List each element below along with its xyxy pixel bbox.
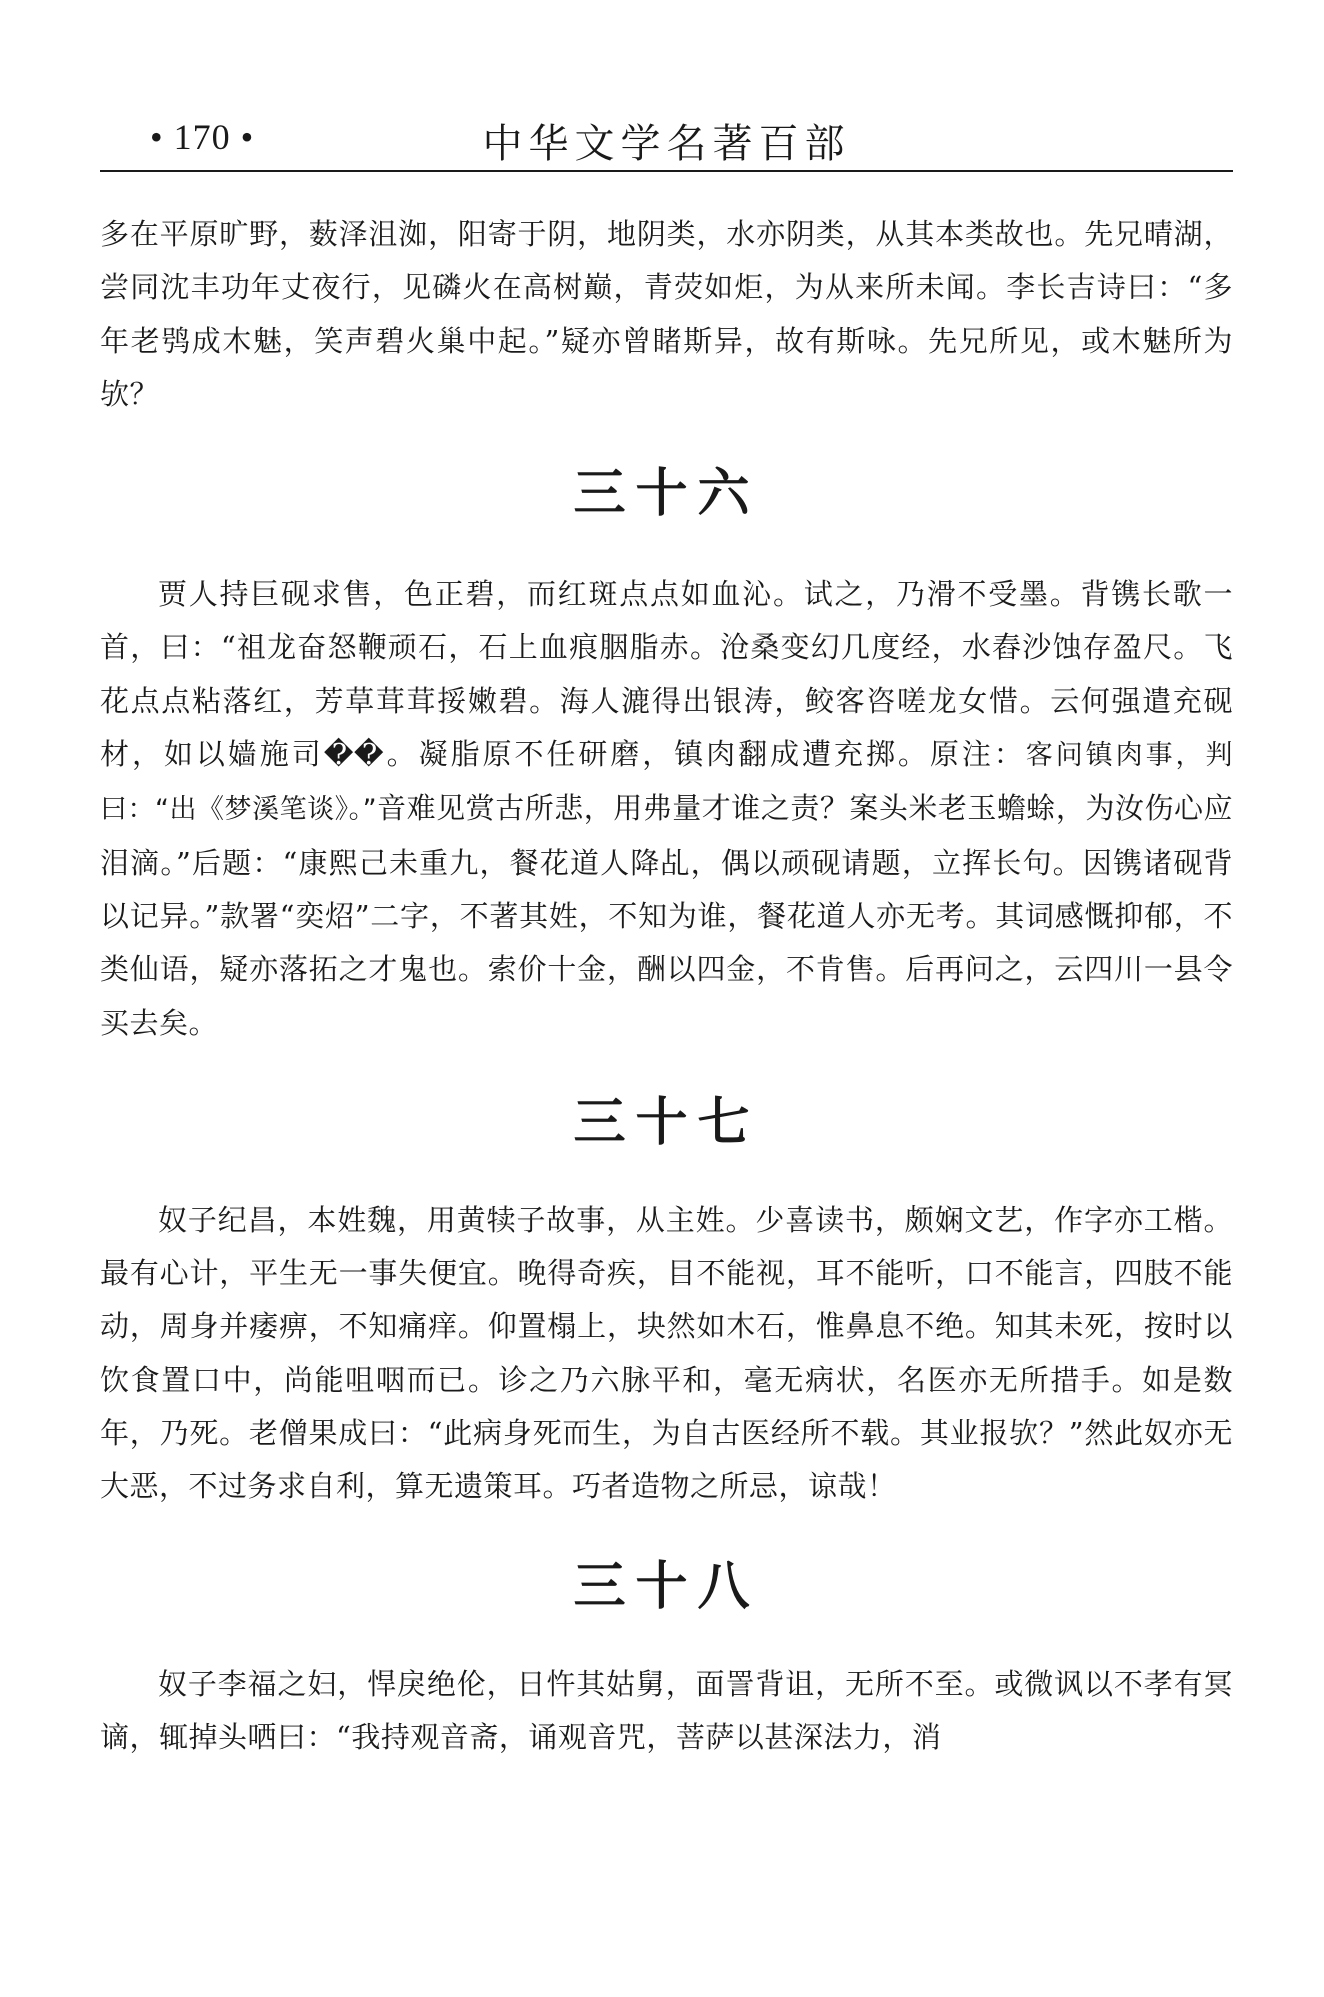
continuation-paragraph: 多在平原旷野，薮泽沮洳，阳寄于阴，地阴类，水亦阴类，从其本类故也。先兄晴湖，尝同沈丰功年丈夜行，见磷火在高树巅，青荧如炬，为从来所未闻。李长吉诗曰：“多年老鸮成木魅，笑声碧火巢中起。”疑亦曾睹斯异，故有斯咏。先兄所见，或木魅所为欤？: [100, 217, 1233, 411]
section-36-text-a: 贾人持巨砚求售，色正碧，而红斑点点如血沁。试之，乃滑不受墨。背镌长歌一首，曰：“祖龙奋怒鞭顽石，石上血痕胭脂赤。沧桑变幻几度经，水舂沙蚀存盈尺。飞花点点粘落红，芳草茸茸挼嫩碧。海人漉得出银涛，鲛客咨嗟龙女惜。云何强遣充砚材，如以嫱施司��。凝脂原不任研磨，镇肉翻成遭充掷。原注：: [100, 577, 1233, 772]
book-title: 中华文学名著百部: [482, 121, 851, 167]
section-36-paragraph: [100, 568, 1233, 1050]
running-header: [100, 108, 1233, 168]
section-heading-38: 三十八: [573, 1555, 760, 1617]
body-text: [100, 208, 1233, 1764]
section-37-paragraph: 奴子纪昌，本姓魏，用黄犊子故事，从主姓。少喜读书，颇娴文艺，作字亦工楷。最有心计，平生无一事失便宜。晚得奇疾，目不能视，耳不能听，口不能言，四肢不能动，周身并痿痹，不知痛痒。仰置榻上，块然如木石，惟鼻息不绝。知其未死，按时以饮食置口中，尚能咀咽而已。诊之乃六脉平和，毫无病状，名医亦无所措手。如是数年，乃死。老僧果成曰：“此病身死而生，为自古医经所不载。其业报欤？”然此奴亦无大恶，不过务求自利，算无遗策耳。巧者造物之所忌，谅哉！: [100, 1202, 1233, 1504]
original-note: 客问镇肉事，判曰：“出《梦溪笔谈》。”: [100, 740, 1234, 826]
section-heading-36: 三十六: [573, 463, 760, 525]
header-divider: [100, 170, 1233, 172]
section-heading-37: 三十七: [573, 1091, 760, 1153]
section-38-paragraph: 奴子李福之妇，悍戾绝伦，日忤其姑舅，面詈背诅，无所不至。或微讽以不孝有冥谪，辄掉头哂曰：“我持观音斋，诵观音咒，菩萨以甚深法力，消: [100, 1666, 1233, 1754]
page-number: • 170 •: [150, 117, 255, 157]
section-36-text-b: 音难见赏古所悲，用弗量才谁之责？案头米老玉蟾蜍，为汝伤心应泪滴。”后题：“康熙己未重九，餐花道人降乩，偶以顽砚请题，立挥长句。因镌诸砚背以记异。”款署“奕炤”二字，不著其姓，不知为谁，餐花道人亦无考。其词感慨抑郁，不类仙语，疑亦落拓之才鬼也。索价十金，酬以四金，不肯售。后再问之，云四川一县令买去矣。: [100, 791, 1233, 1040]
